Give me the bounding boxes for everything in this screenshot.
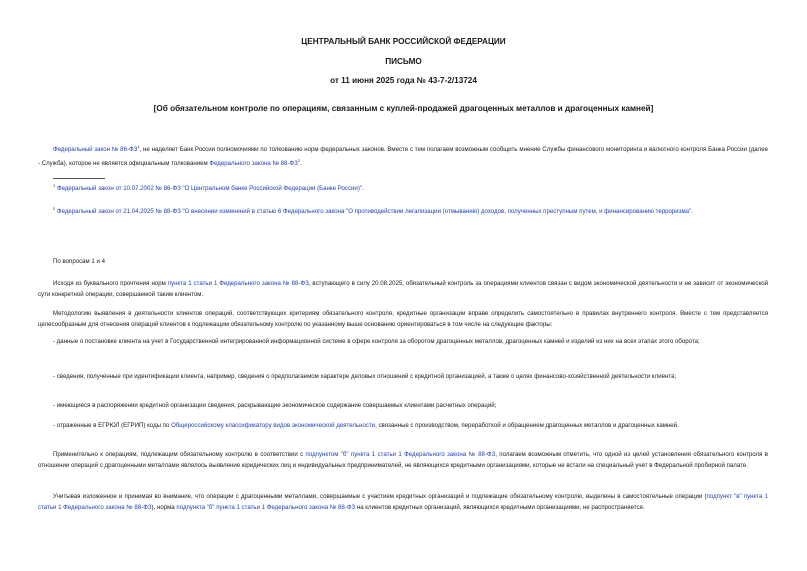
bullet-3: - имеющиеся в распоряжении кредитной организации сведения, раскрывающие экономическое содержание совершаемых клиентами расчетных операций; — [53, 402, 497, 409]
footnote-1-tail: . — [362, 185, 364, 193]
intro-text-2: . — [300, 160, 302, 168]
link-p4-subparagraph-b[interactable]: подпункта "б" пункта 1 статьи 1 Федерального закона № 88-ФЗ — [176, 504, 356, 512]
document-date-number: от 11 июня 2025 года № 43-7-2/13724 — [330, 76, 477, 85]
org-name: ЦЕНТРАЛЬНЫЙ БАНК РОССИЙСКОЙ ФЕДЕРАЦИИ — [301, 37, 506, 46]
paragraph-4-text-2: ), норма — [151, 504, 177, 512]
footnote-mark-1: 1 — [137, 144, 140, 149]
paragraph-1-text-2: , вступающего в силу 20.08.2025, обязательный контроль за операциями клиентов связан с видом экономической деятельности и не зависит от экономической сути конкретной операции, совершаемой таким клиентом. — [38, 280, 769, 299]
link-okved[interactable]: Общероссийскому классификатору видов экономической деятельности — [171, 422, 376, 429]
paragraph-1-text-1: Исходя из буквального прочтения норм — [53, 280, 168, 287]
bullet-4-text-2: , связанные с производством, переработкой и обращением драгоценных металлов и драгоценных камней. — [375, 422, 679, 429]
section-title: По вопросам 1 и 4 — [53, 258, 105, 265]
paragraph-4-text-3: на клиентов кредитных организаций, являющихся кредитными организациями, не распространяется. — [355, 504, 645, 512]
paragraph-4 — [38, 491, 768, 514]
intro-paragraph — [38, 141, 768, 170]
document-type: ПИСЬМО — [385, 57, 422, 66]
footnote-2-mark: 2 — [53, 206, 56, 211]
footnote-mark-2: 2 — [297, 158, 301, 164]
bullet-1: - данные о постановке клиента на учет в Государственной интегрированной информационной системе в сфере контроля за оборотом драгоценных металлов, драгоценных камней и изделий из них на всех этапах этого оборота; — [53, 338, 700, 345]
footnote-2-link[interactable]: Федеральный закон от 21.04.2025 № 88-ФЗ "О внесении изменений в статью 6 Федерального закона "О противодействии легализации (отмыванию) доходов, полученных преступным путем, и финансированию терроризма" — [56, 208, 692, 216]
link-p3-subparagraph-b[interactable]: подпунктом "б" пункта 1 статьи 1 Федерального закона № 88-ФЗ — [305, 451, 496, 458]
bullet-4-text-1: - отраженные в ЕГРЮЛ (ЕГРИП) коды по — [53, 422, 172, 429]
link-p1-law-88fz[interactable]: пункта 1 статьи 1 Федерального закона № 88-ФЗ — [167, 280, 309, 287]
footnote-separator — [53, 178, 105, 179]
document-subject: [Об обязательном контроле по операциям, связанным с куплей-продажей драгоценных металлов и драгоценных камней] — [153, 104, 654, 113]
link-law-86fz[interactable]: Федеральный закон № 86-ФЗ — [53, 146, 138, 154]
paragraph-4-text-1: Учитывая изложенное и принимая во внимание, что операции с драгоценными металлами, совершаемые с участием кредитных организаций и подлежащие обязательному контролю, выделены в самостоятельные операции ( — [53, 493, 707, 500]
footnote-1-mark: 1 — [53, 183, 56, 188]
bullet-2: - сведения, полученные при идентификации клиента, например, сведения о предполагаемом характере деловых отношений с кредитной организацией, а также о целях финансово-хозяйственной деятельности клиента; — [53, 373, 677, 380]
footnote-2 — [53, 203, 768, 217]
paragraph-3-text-2: , полагаем возможным отметить, что одной из целей установления обязательного контроля в отношении операций с драгоценными металлами являлось выявление юридических лиц и индивидуальных предпринимателей, не являющихся кредитными организациями, которые не встали на специальный учет в Федеральной пробирной палате. — [38, 451, 768, 470]
bullet-4 — [38, 420, 768, 431]
paragraph-3 — [38, 449, 768, 472]
link-law-88fz-intro[interactable]: Федерального закона № 88-ФЗ — [209, 160, 298, 168]
footnote-1 — [53, 180, 768, 194]
paragraph-1 — [38, 278, 768, 301]
footnote-1-link[interactable]: Федеральный закон от 10.07.2002 № 86-ФЗ "О Центральном банке Российской Федерации (Банке России)" — [56, 185, 363, 193]
paragraph-2: Методологию выявления в деятельности клиентов операций, соответствующих критериям обязательного контроля, кредитные организации вправе определить самостоятельно в правилах внутреннего контроля. Вместе с тем представляется целесообразным для отнесения операций клиентов к подлежащим обязательному контролю по указанному выше основанию ориентироваться в том числе на следующие факторы: — [38, 310, 768, 329]
footnote-2-tail: . — [691, 208, 693, 216]
intro-text-1: , не наделяет Банк России полномочиями по толкованию норм федеральных законов. Вместе с тем полагаем возможным сообщить мнение Службы финансового мониторинга и валютного контроля Банка России (далее - Служба), которое не является официальным толкованием — [38, 146, 769, 168]
link-p4-subparagraph-v[interactable]: подпункт "в" пункта 1 статьи 1 Федерального закона № 88-ФЗ — [38, 493, 768, 512]
paragraph-3-text-1: Применительно к операциям, подлежащим обязательному контролю в соответствии с — [53, 451, 306, 458]
